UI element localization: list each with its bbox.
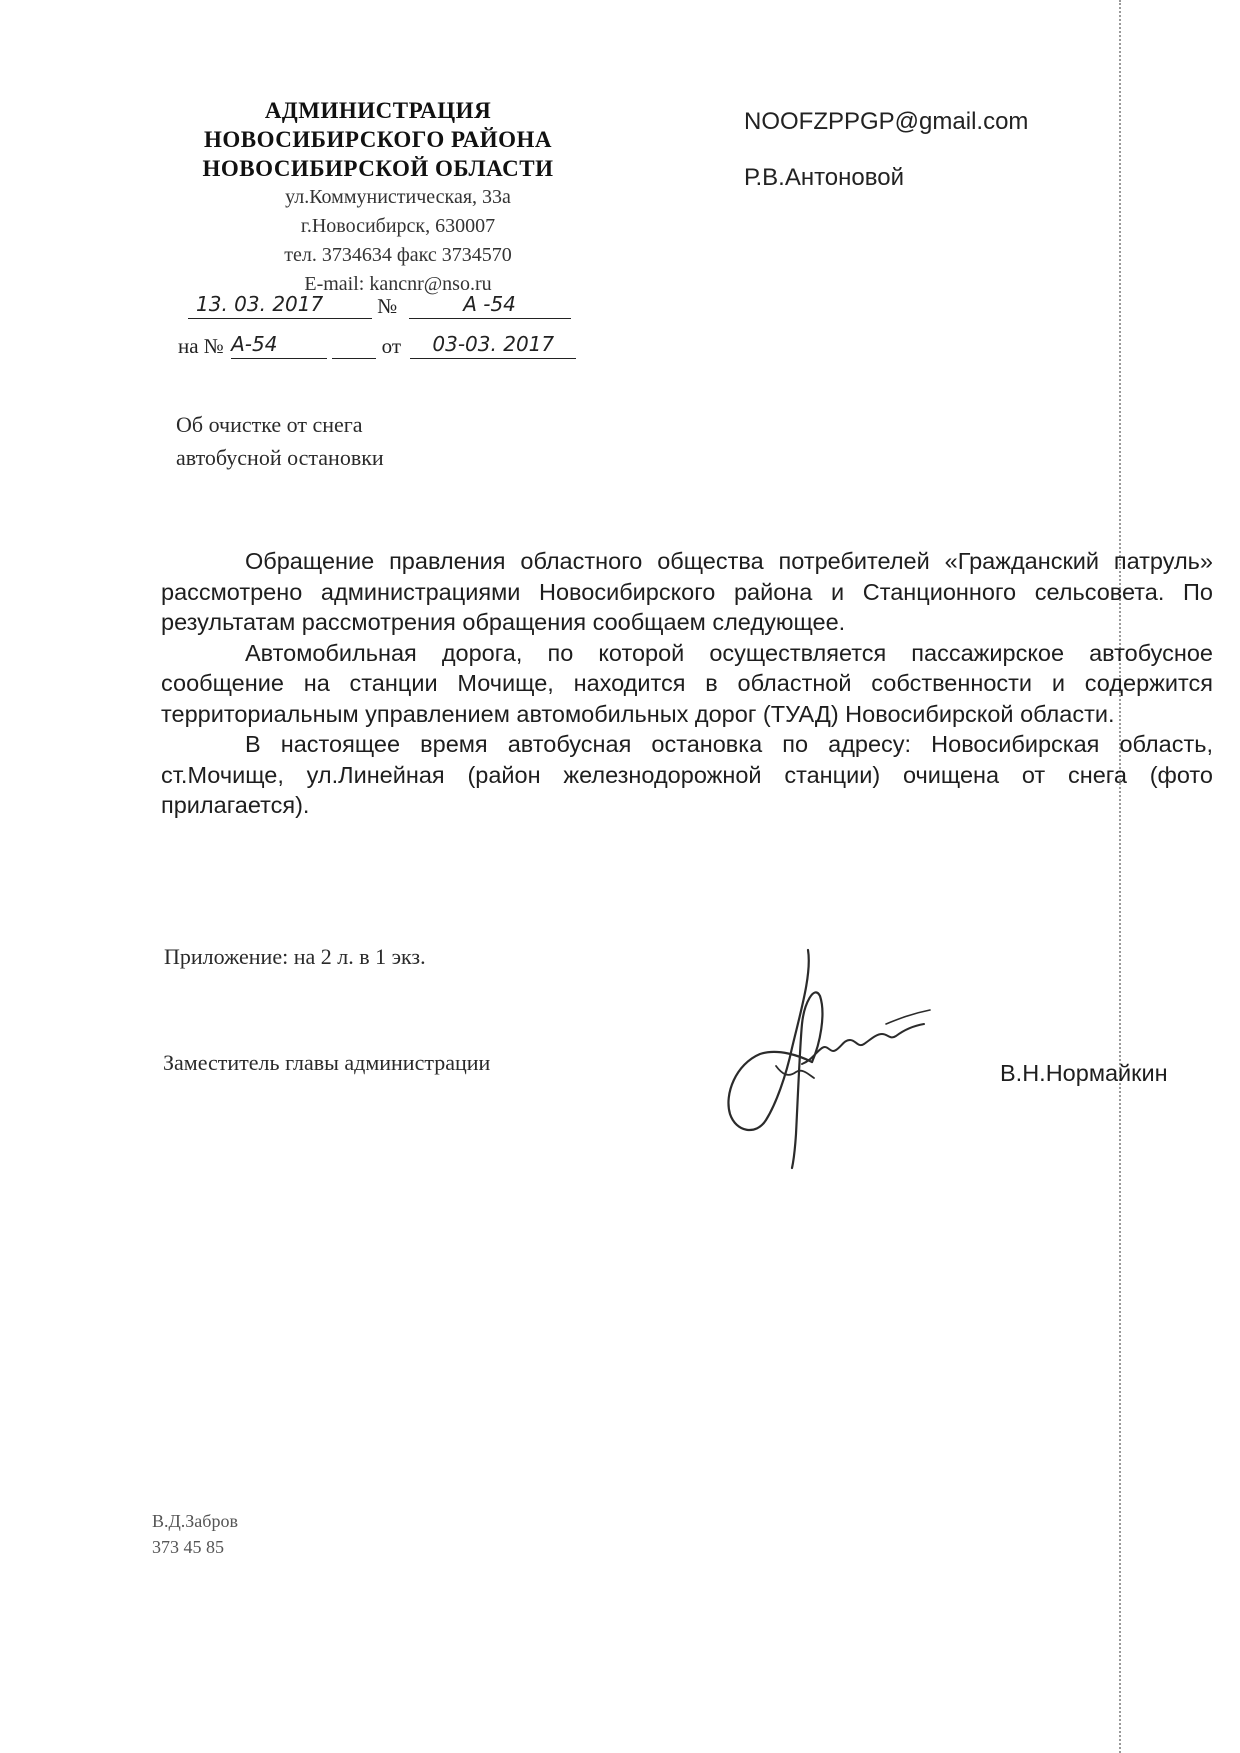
registration-reference bbox=[178, 332, 576, 359]
executor-name: В.Д.Забров bbox=[152, 1511, 238, 1531]
dotted-margin-line bbox=[1119, 0, 1121, 1753]
org-email: E-mail: kancnr@nso.ru bbox=[304, 273, 492, 295]
reference-date: 03-03. 2017 bbox=[410, 332, 576, 359]
number-label: № bbox=[377, 294, 398, 318]
org-name-line: АДМИНИСТРАЦИЯ bbox=[264, 98, 492, 123]
body-paragraph: Обращение правления областного общества потребителей «Гражданский патруль» рассмотрено администрациями Новосибирского района и Станционного сельсовета. По результатам рассмотрения обращения сообщаем следующее. bbox=[161, 548, 1213, 635]
subject-line: автобусной остановки bbox=[176, 445, 384, 470]
signer-name: В.Н.Нормайкин bbox=[1000, 1060, 1168, 1086]
org-city: г.Новосибирск, 630007 bbox=[300, 215, 496, 237]
org-name-line: НОВОСИБИРСКОЙ ОБЛАСТИ bbox=[202, 156, 554, 181]
reference-gap bbox=[332, 332, 376, 359]
body-paragraph: В настоящее время автобусная остановка по адресу: Новосибирская область, ст.Мочище, ул.Линейная (район железнодорожной станции) очищена от снега (фото прилагается). bbox=[161, 731, 1213, 818]
executor-info bbox=[152, 1508, 238, 1560]
body-paragraph: Автомобильная дорога, по которой осуществляется пассажирское автобусное сообщение на станции Мочище, находится в областной собственности и содержится территориальным управлением автомобильных дорог (ТУАД) Новосибирской области. bbox=[161, 639, 1213, 727]
reference-label: на № bbox=[178, 334, 224, 358]
letterhead bbox=[178, 96, 578, 299]
org-street: ул.Коммунистическая, 33а bbox=[285, 186, 511, 208]
registration-date-number bbox=[188, 292, 571, 319]
signer-position: Заместитель главы администрации bbox=[163, 1050, 491, 1075]
handwritten-signature bbox=[716, 944, 936, 1176]
subject-line: Об очистке от снега bbox=[176, 412, 363, 437]
letter-body bbox=[161, 546, 1213, 821]
addressee-email: NOOFZPPGP@gmail.com bbox=[744, 108, 1029, 135]
attachment-note: Приложение: на 2 л. в 1 экз. bbox=[164, 944, 426, 969]
org-name-line: НОВОСИБИРСКОГО РАЙОНА bbox=[203, 127, 553, 152]
letter-subject bbox=[176, 408, 384, 474]
reference-number: А-54 bbox=[231, 332, 327, 359]
org-phone-fax: тел. 3734634 факс 3734570 bbox=[284, 244, 512, 266]
executor-phone: 373 45 85 bbox=[152, 1537, 224, 1557]
addressee bbox=[744, 106, 1028, 194]
addressee-name: Р.В.Антоновой bbox=[744, 164, 904, 191]
outgoing-number: А -54 bbox=[409, 292, 571, 319]
from-label: от bbox=[381, 334, 402, 358]
outgoing-date: 13. 03. 2017 bbox=[188, 292, 372, 319]
